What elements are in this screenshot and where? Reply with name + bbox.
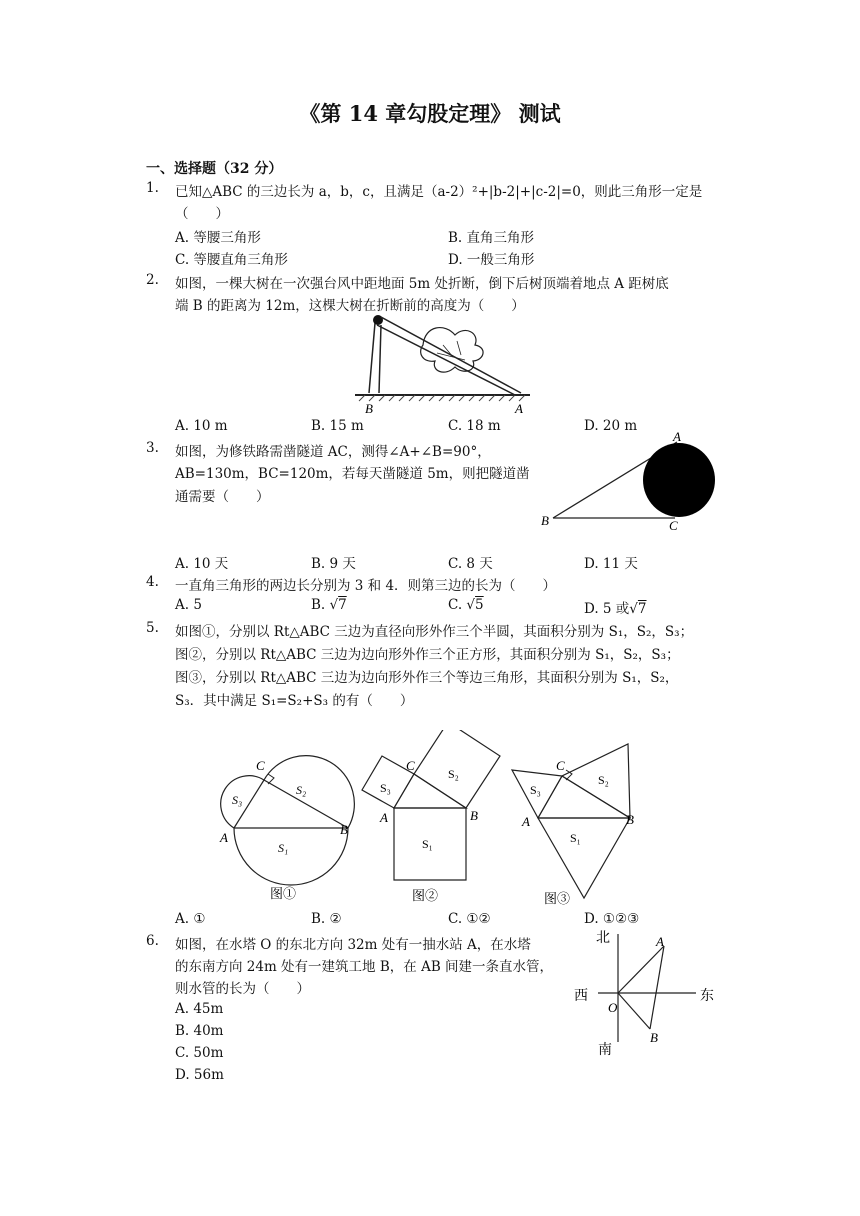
- q2-number: 2.: [146, 272, 159, 288]
- q2-option-c[interactable]: C. 18 m: [448, 418, 501, 434]
- q5-fig2-c: C: [406, 758, 415, 773]
- q5-fig1-a: A: [220, 830, 228, 845]
- q1-option-a[interactable]: A. 等腰三角形: [175, 230, 261, 246]
- q6-stem-line3: 则水管的长为（ ）: [175, 981, 310, 997]
- q5-fig3-label: 图③: [544, 891, 571, 906]
- q6-point-o: O: [608, 1000, 618, 1015]
- q5-option-a[interactable]: A. ①: [175, 911, 206, 927]
- q2-option-d[interactable]: D. 20 m: [584, 418, 638, 434]
- q6-option-c[interactable]: C. 50m: [175, 1045, 224, 1061]
- q1-option-d[interactable]: D. 一般三角形: [448, 252, 535, 268]
- q6-stem-line2: 的东南方向 24m 处有一建筑工地 B，在 AB 间建一条直水管，: [175, 959, 554, 975]
- q6-option-d[interactable]: D. 56m: [175, 1067, 224, 1083]
- q4-option-c[interactable]: [448, 597, 484, 613]
- q5-fig3-b: B: [626, 812, 634, 827]
- q5-fig2-b: B: [470, 808, 478, 823]
- q1-option-c[interactable]: C. 等腰直角三角形: [175, 252, 288, 268]
- q5-fig3-c: C: [556, 758, 565, 773]
- q4-option-c-prefix: C. √: [448, 597, 476, 613]
- q6-option-a[interactable]: A. 45m: [175, 1001, 224, 1017]
- q3-tunnel-figure: [535, 428, 725, 538]
- q4-option-d-prefix: D. 5 或√: [584, 601, 638, 617]
- q4-option-a[interactable]: A. 5: [175, 597, 202, 613]
- q4-option-b[interactable]: [311, 597, 347, 613]
- q3-stem-line1: 如图，为修铁路需凿隧道 AC，测得∠A+∠B=90°，: [175, 444, 491, 460]
- q5-option-c[interactable]: C. ①②: [448, 911, 491, 927]
- q3-fig-label-a: A: [673, 429, 681, 444]
- q5-fig2-a: A: [380, 810, 388, 825]
- q2-stem-line1: 如图，一棵大树在一次强台风中距地面 5m 处折断，倒下后树顶端着地点 A 距树底: [175, 276, 669, 292]
- q3-option-d[interactable]: D. 11 天: [584, 556, 638, 572]
- page-title: 《第 14 章勾股定理》 测试: [299, 101, 561, 126]
- q1-number: 1.: [146, 180, 159, 196]
- q1-stem-line1: 已知△ABC 的三边长为 a，b，c，且满足（a-2）²+|b-2|+|c-2|=0，则此三角形一定是: [175, 184, 703, 200]
- q5-fig1-s1: S₁: [278, 841, 289, 855]
- q5-stem-line1: 如图①，分别以 Rt△ABC 三边为直径向形外作三个半圆，其面积分别为 S₁，S₂，S₃；: [175, 624, 694, 640]
- q5-option-d[interactable]: D. ①②③: [584, 911, 640, 927]
- q1-stem-line2: （ ）: [175, 206, 229, 222]
- q5-fig3-s3: S₃: [530, 783, 541, 797]
- q3-option-c[interactable]: C. 8 天: [448, 556, 493, 572]
- q2-option-a[interactable]: A. 10 m: [175, 418, 228, 434]
- q5-figure-3-triangles: [508, 740, 638, 910]
- q5-stem-line3: 图③，分别以 Rt△ABC 三边为边向形外作三个等边三角形，其面积分别为 S₁，S₂，: [175, 670, 679, 686]
- q6-point-a: A: [656, 934, 664, 949]
- q4-option-b-prefix: B. √: [311, 597, 339, 613]
- q5-stem-line2: 图②，分别以 Rt△ABC 三边为边向形外作三个正方形，其面积分别为 S₁，S₂，S₃；: [175, 647, 680, 663]
- q2-broken-tree-figure: [345, 305, 545, 420]
- section-heading: 一、选择题（32 分）: [146, 161, 283, 177]
- q6-east-label: 东: [700, 989, 714, 1004]
- q5-fig1-b: B: [340, 822, 348, 837]
- q5-number: 5.: [146, 620, 159, 636]
- q5-figure-1-semicircles: [212, 752, 362, 904]
- q5-fig2-s2: S₂: [448, 767, 459, 781]
- q5-fig2-s3: S₃: [380, 781, 391, 795]
- q1-option-b[interactable]: B. 直角三角形: [448, 230, 535, 246]
- q6-north-label: 北: [596, 931, 610, 946]
- q4-number: 4.: [146, 574, 159, 590]
- q3-fig-label-b: B: [541, 513, 549, 528]
- q4-option-b-radicand: 7: [338, 597, 347, 613]
- q3-fig-label-c: C: [669, 518, 678, 533]
- q6-compass-figure: [568, 924, 723, 1059]
- q4-option-d-radicand: 7: [637, 601, 647, 617]
- q5-option-b[interactable]: B. ②: [311, 911, 342, 927]
- q5-stem-line4: S₃．其中满足 S₁=S₂+S₃ 的有（ ）: [175, 693, 414, 709]
- q2-stem-line2: 端 B 的距离为 12m，这棵大树在折断前的高度为（ ）: [175, 298, 525, 314]
- q2-fig-label-a: A: [515, 401, 523, 416]
- q3-stem-line3: 通需要（ ）: [175, 489, 270, 505]
- q4-stem-line1: 一直角三角形的两边长分别为 3 和 4．则第三边的长为（ ）: [175, 578, 557, 594]
- q6-south-label: 南: [598, 1043, 612, 1058]
- q2-fig-label-b: B: [365, 401, 373, 416]
- q5-fig1-s3: S₃: [232, 793, 243, 807]
- q3-number: 3.: [146, 440, 159, 456]
- q5-fig2-s1: S₁: [422, 837, 433, 851]
- q2-option-b[interactable]: B. 15 m: [311, 418, 364, 434]
- q6-point-b: B: [650, 1030, 658, 1045]
- q5-fig1-s2: S₂: [296, 783, 307, 797]
- q5-fig3-s1: S₁: [570, 831, 581, 845]
- q6-option-b[interactable]: B. 40m: [175, 1023, 224, 1039]
- q5-fig2-label: 图②: [412, 888, 439, 903]
- q5-figure-2-squares: [360, 730, 515, 912]
- q6-stem-line1: 如图，在水塔 O 的东北方向 32m 处有一抽水站 A，在水塔: [175, 937, 531, 953]
- q3-stem-line2: AB=130m，BC=120m，若每天凿隧道 5m，则把隧道凿: [175, 466, 530, 482]
- q5-fig1-c: C: [256, 758, 265, 773]
- q5-fig3-s2: S₂: [598, 773, 609, 787]
- q4-option-c-radicand: 5: [475, 597, 484, 613]
- q4-option-d[interactable]: [584, 597, 647, 617]
- q6-number: 6.: [146, 933, 159, 949]
- q3-option-a[interactable]: A. 10 天: [175, 556, 229, 572]
- q3-option-b[interactable]: B. 9 天: [311, 556, 356, 572]
- q5-fig3-a: A: [522, 814, 530, 829]
- q5-fig1-label: 图①: [270, 886, 297, 901]
- q6-west-label: 西: [574, 989, 588, 1004]
